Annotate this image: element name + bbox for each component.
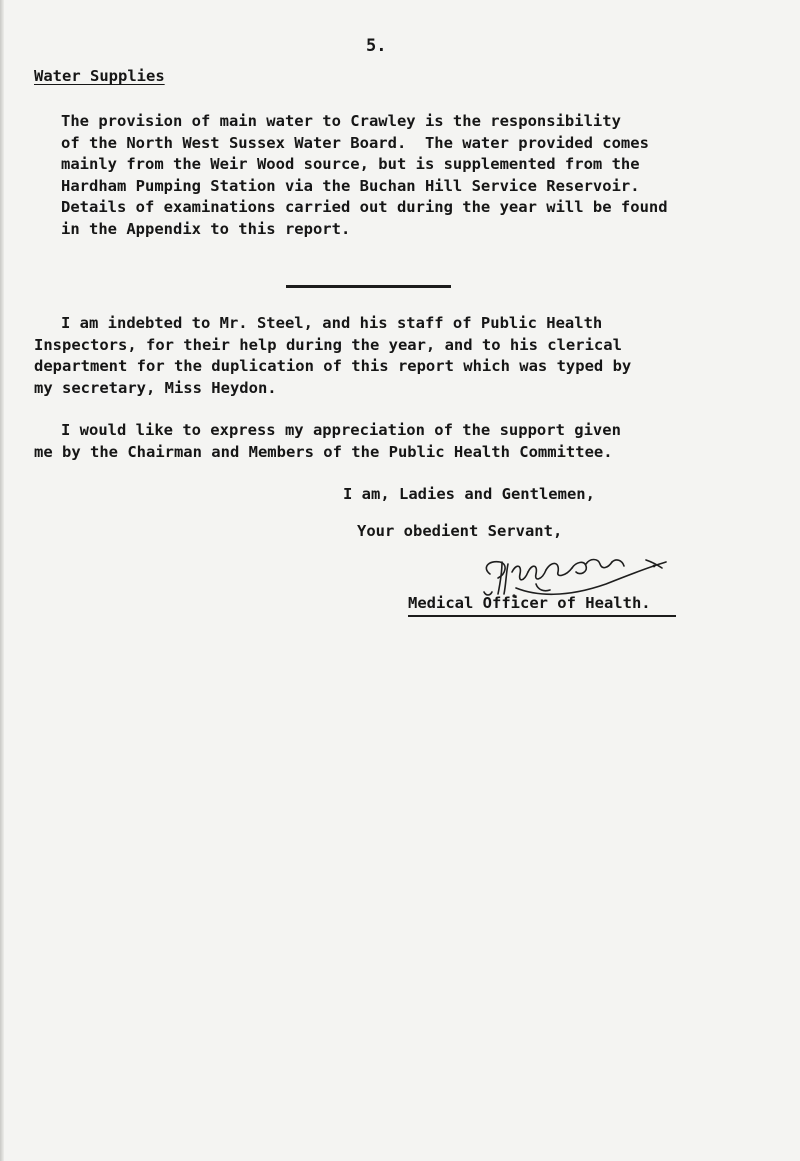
paragraph-line: of the North West Sussex Water Board. The water provided comes (61, 133, 649, 152)
paragraph-line: me by the Chairman and Members of the Public Health Committee. (34, 442, 613, 461)
section-divider (286, 285, 451, 288)
paragraph-line: department for the duplication of this report which was typed by (34, 357, 632, 375)
paragraph-line: Details of examinations carried out during the year will be found (61, 198, 668, 216)
closing-complimentary: Your obedient Servant, (357, 522, 563, 540)
paragraph-line: my secretary, Miss Heydon. (34, 378, 277, 397)
signature-underline (408, 615, 676, 617)
paragraph-line: The provision of main water to Crawley is the responsibility (61, 112, 621, 130)
paragraph-line: I would like to express my appreciation of the support given (61, 421, 621, 439)
page-number: 5. (366, 36, 387, 56)
paragraph-water-supply (61, 111, 668, 240)
paragraph-line: in the Appendix to this report. (61, 219, 351, 238)
page-edge-shadow (0, 0, 4, 1161)
closing-salutation: I am, Ladies and Gentlemen, (343, 485, 595, 503)
signatory-title: Medical Officer of Health. (408, 594, 651, 612)
paragraph-appreciation (34, 420, 621, 463)
section-heading: Water Supplies (34, 67, 165, 85)
paragraph-acknowledgement (34, 313, 631, 399)
paragraph-line: mainly from the Weir Wood source, but is supplemented from the (61, 155, 640, 173)
paragraph-line: Hardham Pumping Station via the Buchan Hill Service Reservoir. (61, 176, 640, 195)
paragraph-line: I am indebted to Mr. Steel, and his staff of Public Health (61, 314, 603, 332)
paragraph-line: Inspectors, for their help during the year, and to his clerical (34, 335, 622, 354)
